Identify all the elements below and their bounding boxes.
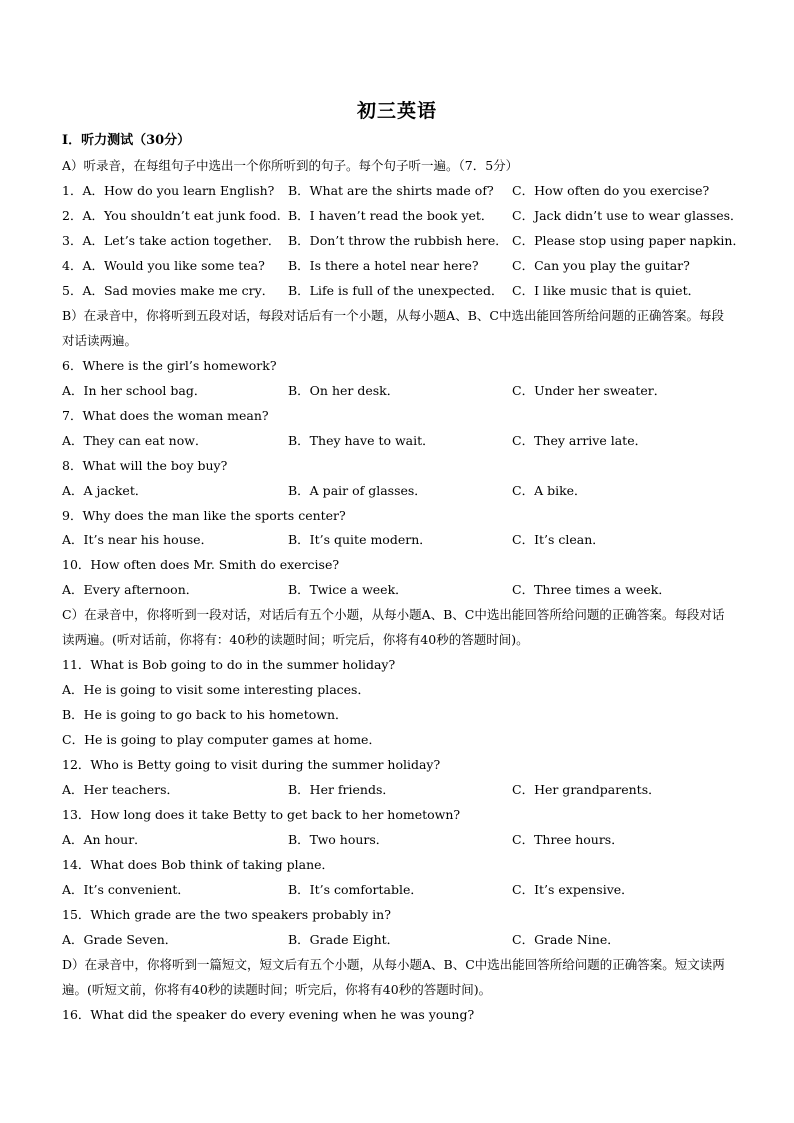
section-heading: Ⅰ．听力测试（30分） (62, 133, 191, 148)
option-b: B．A pair of glasses． (288, 483, 427, 498)
option-c: C．I like music that is quiet． (512, 283, 701, 298)
question-row (62, 283, 742, 299)
option-b: B．Grade Eight． (288, 932, 400, 947)
option-a: A．He is going to visit some interesting places． (62, 682, 370, 697)
option-c: C．It’s expensive． (512, 882, 634, 897)
option-b: B．Her friends． (288, 782, 395, 797)
option-b: B．Life is full of the unexpected． (288, 283, 504, 298)
question-text: 12．Who is Betty going to visit during the summer holiday? (62, 757, 441, 772)
question-text: 9．Why does the man like the sports center? (62, 508, 346, 523)
option-a: 1．A．How do you learn English? (62, 183, 275, 198)
question-row (62, 183, 742, 199)
options-row (62, 782, 742, 798)
option-c: C．They arrive late． (512, 433, 648, 448)
option-c: C．Three hours． (512, 832, 624, 847)
options-row (62, 882, 742, 898)
option-c: C．He is going to play computer games at home． (62, 732, 381, 747)
option-a: 5．A．Sad movies make me cry． (62, 283, 275, 298)
question-text: 6．Where is the girl’s homework? (62, 358, 277, 373)
option-b: B．I haven’t read the book yet． (288, 208, 494, 223)
option-b: B．It’s comfortable． (288, 882, 423, 897)
question-text: 8．What will the boy buy? (62, 458, 228, 473)
question-row (62, 233, 745, 249)
options-row (62, 932, 742, 948)
part-a-instruction: A）听录音，在每组句子中选出一个你所听到的句子。每个句子听一遍。（7．5分） (62, 158, 519, 173)
part-b-instruction: B）在录音中，你将听到五段对话，每段对话后有一个小题，从每小题A、B、C中选出能回答所给问题的正确答案。每段对话读两遍。 (62, 308, 724, 348)
options-row (62, 532, 742, 548)
option-c: C．Can you play the guitar? (512, 258, 690, 273)
option-a: A．They can eat now． (62, 433, 208, 448)
question-text: 10．How often does Mr. Smith do exercise? (62, 557, 340, 572)
question-row (62, 258, 742, 274)
option-b: B．Is there a hotel near here? (288, 258, 479, 273)
option-c: C．How often do you exercise? (512, 183, 710, 198)
option-c: C．Under her sweater． (512, 383, 667, 398)
option-b: B．Two hours． (288, 832, 389, 847)
option-c: C．Jack didn’t use to wear glasses． (512, 208, 743, 223)
part-c-instruction: C）在录音中，你将听到一段对话，对话后有五个小题，从每小题A、B、C中选出能回答所给问题的正确答案。每段对话读两遍。(听对话前，你将有：40秒的读题时间；听完后，你将有40秒的答题时间)。 (62, 607, 725, 647)
question-text: 7．What does the woman mean? (62, 408, 269, 423)
option-b: B．What are the shirts made of? (288, 183, 494, 198)
option-b: B．He is going to go back to his hometown． (62, 707, 348, 722)
option-b: B．It’s quite modern． (288, 532, 432, 547)
option-a: A．A jacket． (62, 483, 148, 498)
option-c: C．Three times a week． (512, 582, 671, 597)
option-b: B．Twice a week． (288, 582, 408, 597)
option-a: A．It’s convenient． (62, 882, 190, 897)
option-c: C．Her grandparents． (512, 782, 661, 797)
question-row (62, 208, 742, 224)
option-b: B．Don’t throw the rubbish here． (288, 233, 508, 248)
options-row (62, 832, 742, 848)
option-a: A．Grade Seven． (62, 932, 178, 947)
option-c: C．It’s clean． (512, 532, 605, 547)
options-row (62, 383, 742, 399)
question-text: 14．What does Bob think of taking plane． (62, 857, 335, 872)
option-c: C．Grade Nine． (512, 932, 620, 947)
question-text: 16．What did the speaker do every evening when he was young? (62, 1007, 475, 1022)
option-c: C．A bike． (512, 483, 587, 498)
question-text: 13．How long does it take Betty to get back to her hometown? (62, 807, 461, 822)
option-b: B．On her desk． (288, 383, 400, 398)
options-row (62, 433, 742, 449)
option-a: 3．A．Let’s take action together． (62, 233, 281, 248)
question-text: 15．Which grade are the two speakers probably in? (62, 907, 391, 922)
option-a: A．Every afternoon． (62, 582, 199, 597)
options-row (62, 483, 742, 499)
part-d-instruction: D）在录音中，你将听到一篇短文，短文后有五个小题，从每小题A、B、C中选出能回答所给问题的正确答案。短文读两遍。(听短文前，你将有40秒的读题时间；听完后，你将有40秒的答题时间)。 (62, 957, 725, 997)
option-c: C．Please stop using paper napkin． (512, 233, 745, 248)
options-row (62, 582, 742, 598)
option-a: A．It’s near his house． (62, 532, 214, 547)
option-a: A．An hour． (62, 832, 147, 847)
option-a: 4．A．Would you like some tea? (62, 258, 265, 273)
option-a: 2．A．You shouldn’t eat junk food. (62, 208, 281, 223)
option-b: B．They have to wait． (288, 433, 435, 448)
option-a: A．In her school bag． (62, 383, 207, 398)
question-text: 11．What is Bob going to do in the summer holiday? (62, 657, 396, 672)
page-title: 初三英语 (356, 100, 437, 122)
option-a: A．Her teachers． (62, 782, 179, 797)
